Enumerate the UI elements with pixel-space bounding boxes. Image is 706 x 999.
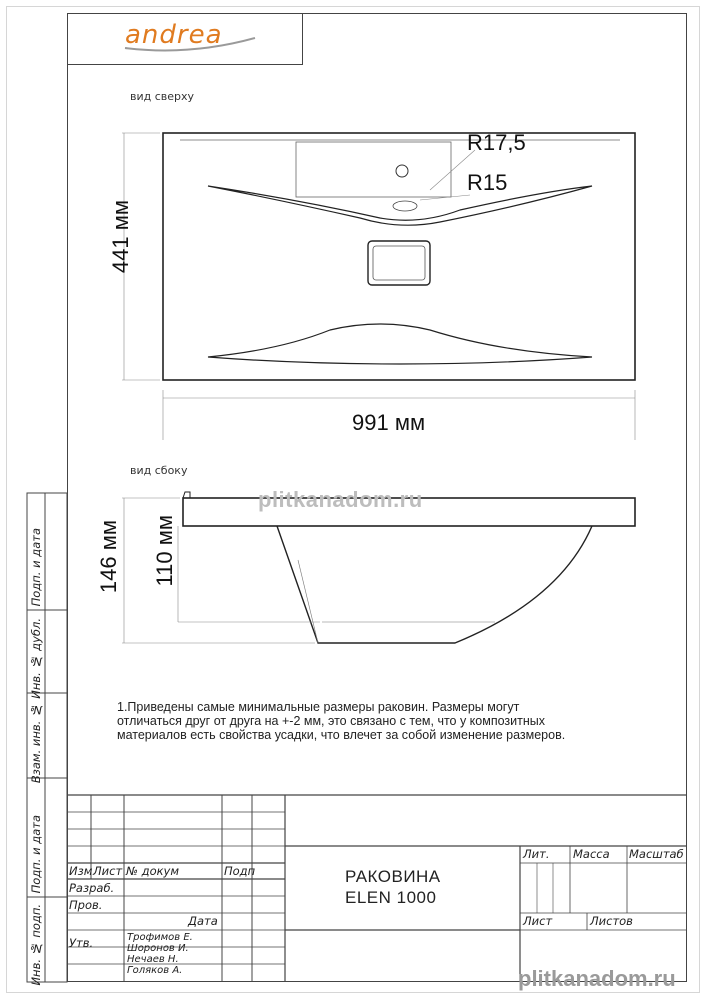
- massa-label: Масса: [573, 847, 610, 861]
- product-title: [345, 866, 441, 908]
- top-view-label: вид сверху: [130, 90, 195, 103]
- col-izm-label: Изм: [69, 864, 93, 878]
- strip-label-podp-data-1: Подп. и дата: [29, 528, 43, 607]
- product-title-line-1: РАКОВИНА: [345, 867, 441, 886]
- row-prov-label: Пров.: [69, 898, 103, 912]
- name-1: Трофимов Е.: [127, 932, 193, 943]
- strip-label-podp-data-2: Подп. и дата: [29, 815, 43, 894]
- depth-dimension: 441 мм: [108, 200, 133, 274]
- strip-label-inv-podp: Инв. № подп.: [29, 904, 43, 986]
- listov-label: Листов: [590, 914, 633, 928]
- strip-label-vzam-inv: Взам. инв. №: [29, 703, 43, 784]
- col-list-label: Лист: [93, 864, 123, 878]
- height-total-dimension: 146 мм: [96, 520, 121, 594]
- masshtab-label: Масштаб: [629, 847, 684, 861]
- width-dimension: 991 мм: [352, 410, 426, 435]
- col-podp-label: Подп: [224, 864, 256, 878]
- radius-label-2: R15: [467, 170, 508, 195]
- list-label: Лист: [523, 914, 553, 928]
- lit-label: Лит.: [523, 847, 550, 861]
- row-razrab-label: Разраб.: [69, 881, 115, 895]
- name-3: Нечаев Н.: [127, 954, 179, 965]
- strip-label-inv-dubl: Инв. № дубл.: [29, 618, 43, 699]
- note-line-2: отличаться друг от друга на +-2 мм, это связано с тем, что у композитных: [117, 714, 545, 728]
- watermark-center: plitkanadom.ru: [258, 487, 423, 512]
- note-line-3: материалов есть свойства усадки, что влечет за собой изменение размеров.: [117, 728, 566, 742]
- col-doc-label: № докум: [126, 864, 180, 878]
- name-4: Голяков А.: [127, 965, 183, 976]
- radius-label-1: R17,5: [467, 130, 526, 155]
- col-date-label: Дата: [188, 914, 218, 928]
- side-view-label: вид сбоку: [130, 464, 188, 477]
- row-utv-label: Утв.: [69, 936, 94, 950]
- watermark-bottom: plitkanadom.ru: [518, 966, 676, 991]
- brand-logo: andrea: [125, 20, 223, 50]
- product-title-line-2: ELEN 1000: [345, 888, 437, 907]
- note-line-1: 1.Приведены самые минимальные размеры раковин. Размеры могут: [117, 700, 520, 714]
- height-bowl-dimension: 110 мм: [152, 515, 177, 587]
- name-2: Шоронов И.: [127, 943, 189, 954]
